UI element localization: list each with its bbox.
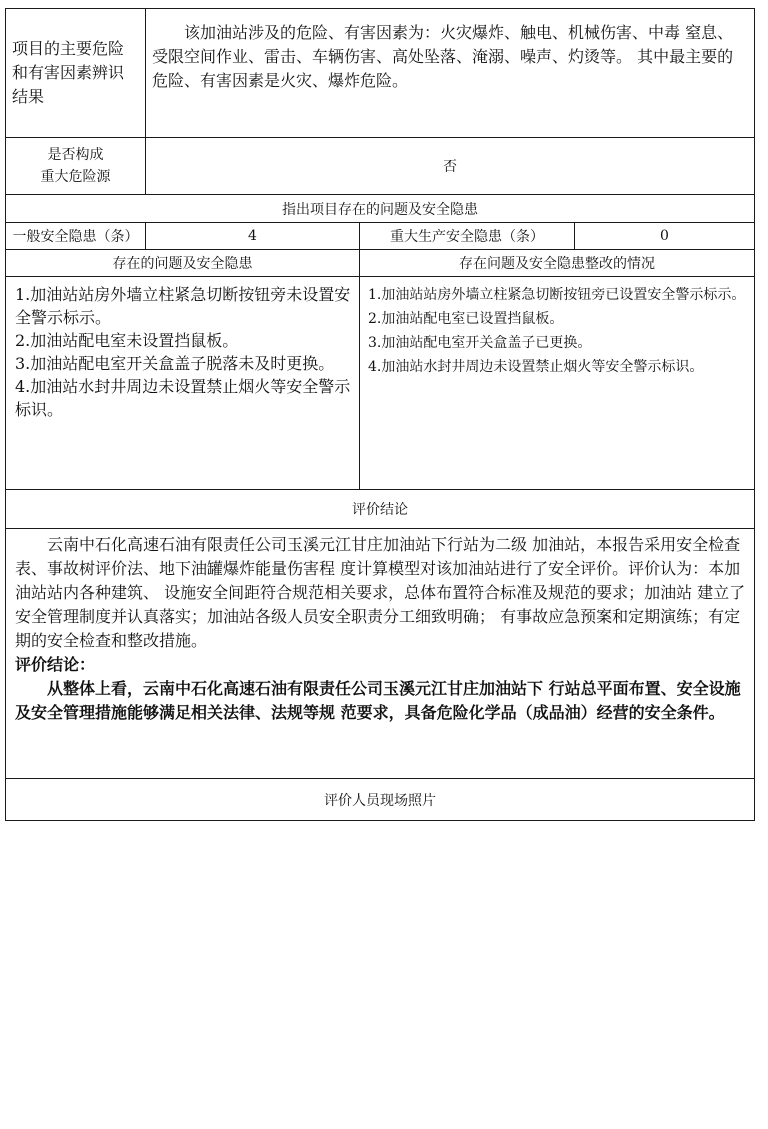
conclusion-title-row (6, 490, 755, 529)
issues-list (6, 277, 360, 490)
conclusion-body-row (6, 529, 755, 779)
list-item: 2.加油站配电室未设置挡鼠板。 (15, 331, 239, 350)
list-item: 1.加油站站房外墙立柱紧急切断按钮旁未设置安全警示标示。 (15, 285, 351, 327)
issues-title-row (6, 195, 755, 223)
issues-column-headers (6, 250, 755, 277)
list-item: 3.加油站配电室开关盒盖子脱落未及时更换。 (15, 354, 335, 373)
issue-counts-row (6, 223, 755, 250)
major-hazard-value: 否 (146, 138, 755, 195)
major-production-hazard-count: 0 (575, 223, 755, 250)
conclusion-body-cell (6, 529, 755, 779)
hazard-content-cell (146, 9, 755, 138)
list-item: 2.加油站配电室已设置挡鼠板。 (368, 311, 564, 327)
assessment-form-table (5, 8, 755, 821)
conclusion-body: 云南中石化高速石油有限责任公司玉溪元江甘庄加油站下行站为二级 加油站，本报告采用安全检查表、事故树评价法、地下油罐爆炸能量伤害程 度计算模型对该加油站进行了安全评价。评价认为：本加油站站内各种建筑、 设施安全间距符合规范相关要求，总体布置符合标准及规范的要求；加油站 建立了安全管理制度并认真落实；加油站各级人员安全职责分工细致明确； 有事故应急预案和定期演练；有定期的安全检查和整改措施。 (15, 535, 746, 650)
general-hazard-count: 4 (146, 223, 360, 250)
major-hazard-row (6, 138, 755, 195)
hazard-content: 该加油站涉及的危险、有害因素为：火灾爆炸、触电、机械伤害、中毒 窒息、受限空间作业、雷击、车辆伤害、高处坠落、淹溺、噪声、灼烫等。 其中最主要的危险、有害因素是火灾、爆炸危险。 (152, 23, 734, 90)
hazard-label-text: 项目的主要危险和有害因素辨识结果 (12, 39, 125, 106)
major-hazard-label-line1: 是否构成 (47, 147, 104, 163)
conclusion-text: 从整体上看，云南中石化高速石油有限责任公司玉溪元江甘庄加油站下 行站总平面布置、安全设施及安全管理措施能够满足相关法律、法规等规 范要求，具备危险化学品（成品油）经营的安全条件。 (15, 679, 741, 722)
site-photos-title: 评价人员现场照片 (6, 779, 755, 821)
conclusion-section-title: 评价结论 (6, 490, 755, 529)
issues-section-title: 指出项目存在的问题及安全隐患 (6, 195, 755, 223)
major-hazard-label-line2: 重大危险源 (40, 169, 111, 185)
rectification-column-header: 存在问题及安全隐患整改的情况 (360, 250, 755, 277)
rectification-list (360, 277, 755, 490)
conclusion-heading: 评价结论： (15, 655, 96, 674)
list-item: 1.加油站站房外墙立柱紧急切断按钮旁已设置安全警示标示。 (368, 287, 746, 303)
hazard-row (6, 9, 755, 138)
major-hazard-label (6, 138, 146, 195)
general-hazard-label: 一般安全隐患（条） (6, 223, 146, 250)
major-production-hazard-label: 重大生产安全隐患（条） (360, 223, 575, 250)
issues-column-header: 存在的问题及安全隐患 (6, 250, 360, 277)
photos-row (6, 779, 755, 821)
list-item: 4.加油站水封井周边未设置禁止烟火等安全警示标识。 (15, 377, 351, 419)
list-item: 4.加油站水封井周边未设置禁止烟火等安全警示标识。 (368, 359, 704, 375)
issues-list-row (6, 277, 755, 490)
hazard-label (6, 9, 146, 138)
list-item: 3.加油站配电室开关盒盖子已更换。 (368, 335, 592, 351)
